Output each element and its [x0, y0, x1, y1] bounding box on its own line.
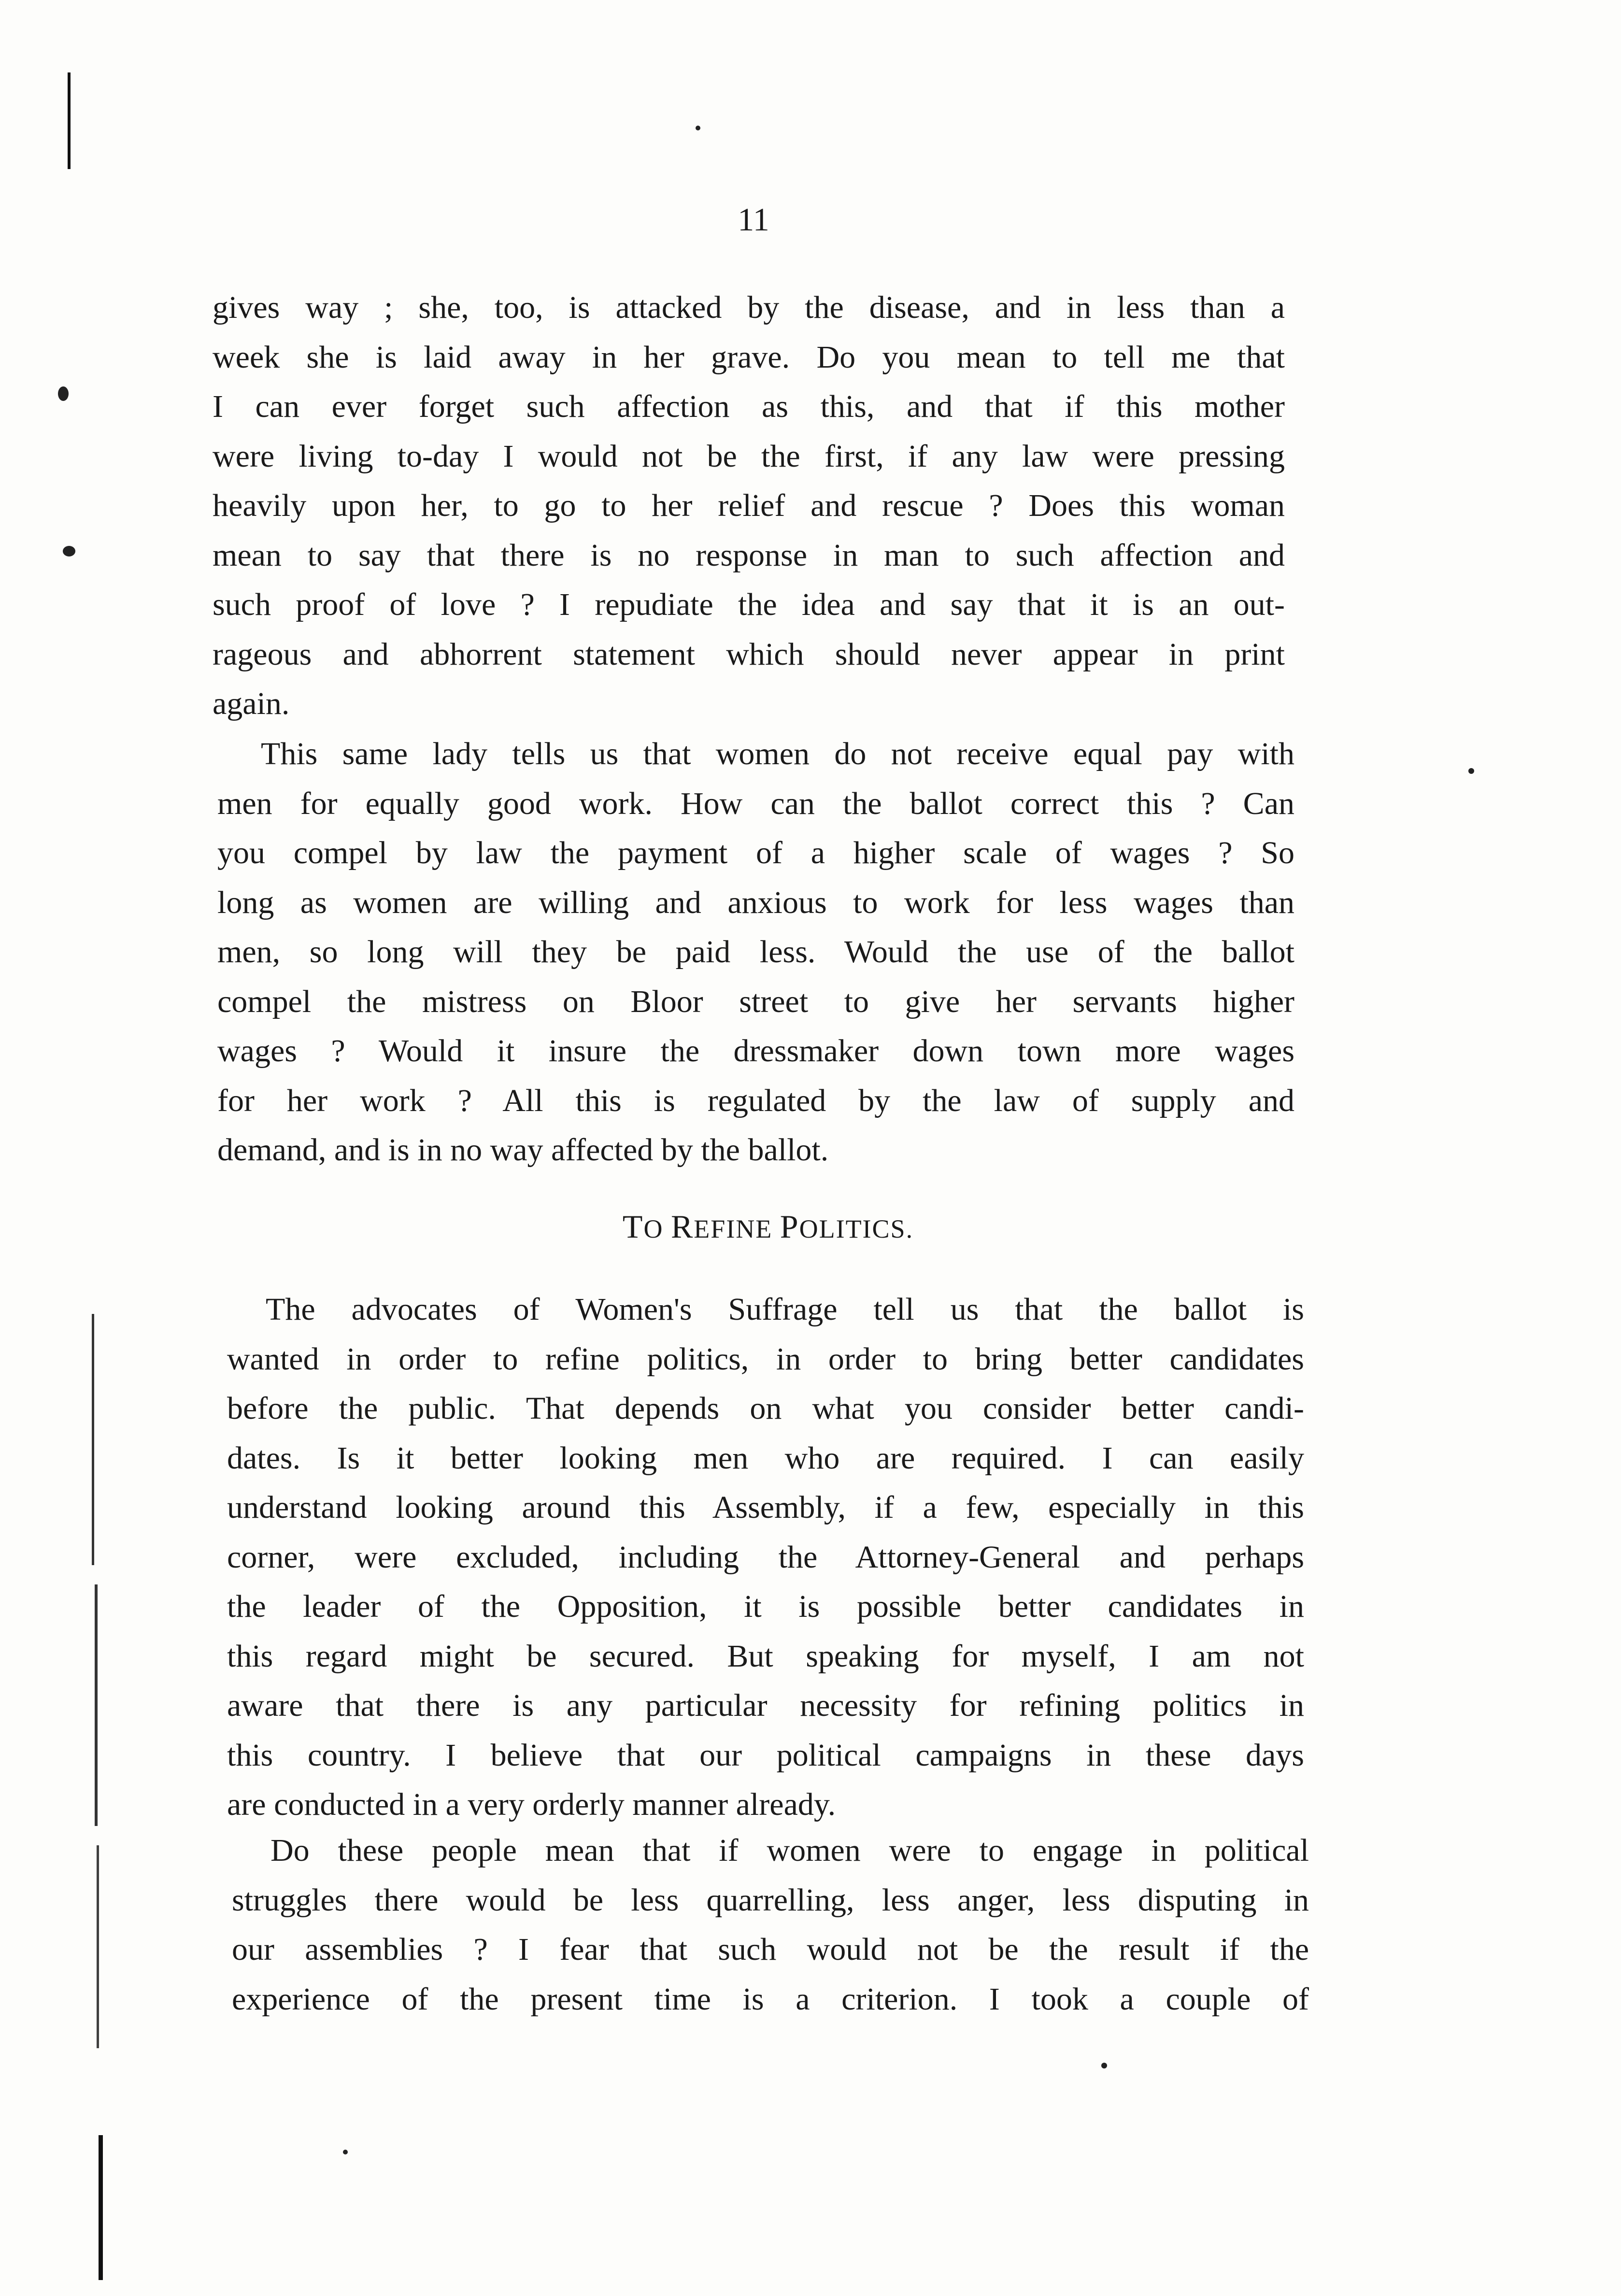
text-line: wages ? Would it insure the dressmaker down town more wages — [217, 1033, 1294, 1069]
text-line: men for equally good work. How can the ballot correct this ? Can — [217, 785, 1294, 821]
binding-edge-mark — [68, 72, 71, 169]
text-line: Do these people mean that if women were to engage in political — [270, 1833, 1309, 1868]
text-line: for her work ? All this is regulated by the law of supply and — [217, 1083, 1294, 1118]
binding-edge-mark — [97, 1845, 99, 2048]
binding-edge-mark — [99, 2135, 103, 2280]
text-line: long as women are willing and anxious to work for less wages than — [217, 884, 1294, 920]
text-line: experience of the present time is a criterion. I took a couple of — [232, 1981, 1309, 2017]
text-line: men, so long will they be paid less. Would the use of the ballot — [217, 934, 1294, 970]
text-line: heavily upon her, to go to her relief and rescue ? Does this woman — [213, 488, 1285, 523]
page-number: 11 — [738, 201, 769, 238]
text-line: wanted in order to refine politics, in order to bring better candidates — [227, 1341, 1304, 1377]
scan-speck — [1468, 768, 1474, 774]
text-line: This same lady tells us that women do not receive equal pay with — [261, 736, 1294, 771]
text-line: you compel by law the payment of a higher scale of wages ? So — [217, 835, 1294, 870]
paragraph — [213, 283, 1285, 729]
text-line: rageous and abhorrent statement which should never appear in print — [213, 636, 1285, 672]
scan-speck — [343, 2150, 348, 2154]
scan-speck — [63, 546, 75, 556]
binding-edge-mark — [92, 1314, 94, 1565]
paragraph — [217, 729, 1294, 1175]
text-line: our assemblies ? I fear that such would not be the result if the — [232, 1932, 1309, 1967]
text-line: corner, were excluded, including the Attorney-General and perhaps — [227, 1539, 1304, 1575]
text-line: understand looking around this Assembly, if a few, especially in this — [227, 1490, 1304, 1525]
text-line: dates. Is it better looking men who are required. I can easily — [227, 1440, 1304, 1476]
text-line: demand, and is in no way affected by the ballot. — [217, 1132, 829, 1168]
text-line: again. — [213, 686, 290, 721]
scan-speck — [58, 386, 69, 401]
text-line: this country. I believe that our political campaigns in these days — [227, 1737, 1304, 1773]
binding-edge-mark — [95, 1584, 98, 1826]
text-line: aware that there is any particular necessity for refining politics in — [227, 1688, 1304, 1723]
paragraph — [232, 1826, 1309, 2024]
text-line: struggles there would be less quarrelling, less anger, less disputing in — [232, 1882, 1309, 1918]
text-line: gives way ; she, too, is attacked by the disease, and in less than a — [213, 290, 1285, 325]
text-line: were living to-day I would not be the first, if any law were pressing — [213, 438, 1285, 474]
text-line: such proof of love ? I repudiate the idea and say that it is an out- — [213, 587, 1285, 622]
section-heading: TO REFINE POLITICS. — [622, 1208, 914, 1245]
scan-speck — [696, 126, 700, 130]
text-line: the leader of the Opposition, it is possible better candidates in — [227, 1589, 1304, 1624]
text-line: mean to say that there is no response in man to such affection and — [213, 537, 1285, 573]
text-line: before the public. That depends on what you consider better candi- — [227, 1391, 1304, 1426]
text-line: are conducted in a very orderly manner already. — [227, 1787, 836, 1822]
text-line: week she is laid away in her grave. Do you mean to tell me that — [213, 339, 1285, 375]
text-line: this regard might be secured. But speaking for myself, I am not — [227, 1638, 1304, 1674]
paragraph — [227, 1285, 1304, 1830]
scan-speck — [1101, 2063, 1107, 2068]
text-line: The advocates of Women's Suffrage tell us that the ballot is — [266, 1292, 1304, 1327]
text-line: compel the mistress on Bloor street to give her servants higher — [217, 984, 1294, 1019]
text-line: I can ever forget such affection as this, and that if this mother — [213, 389, 1285, 424]
